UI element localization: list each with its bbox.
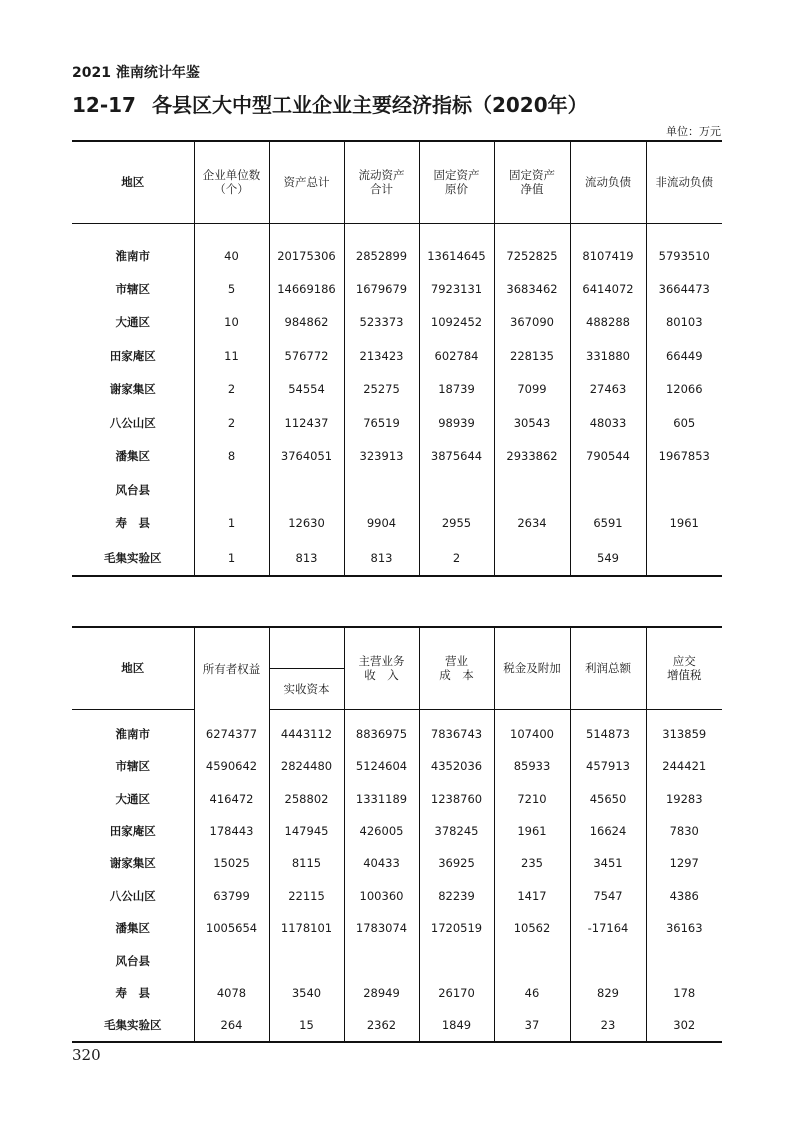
table-row [72, 440, 722, 474]
region-cell: 谢家集区 [109, 856, 156, 871]
value-cell: 36925 [419, 847, 494, 879]
table2-header-vat-payable: 应交 增值税 [646, 627, 722, 709]
value-cell: 18739 [419, 373, 494, 407]
value-cell: 7099 [494, 373, 570, 407]
table1-header-cell: 流动负债 [570, 141, 646, 223]
table1-header-cell: 资产总计 [269, 141, 344, 223]
table2-body [72, 709, 722, 1042]
value-cell: 1961 [646, 507, 722, 541]
region-cell: 毛集实验区 [104, 550, 162, 565]
table-row [72, 339, 722, 373]
value-cell: 14669186 [269, 272, 344, 306]
value-cell [646, 944, 722, 976]
value-cell [494, 540, 570, 576]
value-cell: 829 [570, 977, 646, 1009]
value-cell: 37 [494, 1009, 570, 1041]
value-cell: 28949 [344, 977, 419, 1009]
value-cell [194, 944, 269, 976]
value-cell: 3764051 [269, 440, 344, 474]
table-row [72, 815, 722, 847]
value-cell: 323913 [344, 440, 419, 474]
value-cell: 1178101 [269, 912, 344, 944]
value-cell: 10562 [494, 912, 570, 944]
table2-header-total-profit: 利润总额 [570, 627, 646, 709]
value-cell [419, 944, 494, 976]
value-cell: 25275 [344, 373, 419, 407]
region-cell: 寿 县 [115, 985, 150, 1000]
unit-label: 单位：万元 [666, 125, 721, 138]
value-cell: 98939 [419, 406, 494, 440]
value-cell: 549 [570, 540, 646, 576]
value-cell: 178443 [194, 815, 269, 847]
value-cell: 514873 [570, 709, 646, 750]
value-cell: 264 [194, 1009, 269, 1041]
region-cell: 田家庵区 [109, 823, 156, 838]
value-cell: 2362 [344, 1009, 419, 1041]
indicators-table-1 [72, 140, 722, 577]
region-cell: 潘集区 [115, 449, 150, 464]
value-cell: 27463 [570, 373, 646, 407]
value-cell: 13614645 [419, 223, 494, 272]
value-cell: 100360 [344, 880, 419, 912]
value-cell: 813 [344, 540, 419, 576]
value-cell: 10 [194, 306, 269, 340]
table-row [72, 406, 722, 440]
value-cell: 1720519 [419, 912, 494, 944]
value-cell: 302 [646, 1009, 722, 1041]
region-cell: 八公山区 [109, 888, 156, 903]
region-cell: 淮南市 [115, 727, 150, 742]
value-cell: 63799 [194, 880, 269, 912]
table2-header-operating-cost: 营业 成 本 [419, 627, 494, 709]
table-row [72, 1009, 722, 1041]
table-row [72, 880, 722, 912]
value-cell: 7252825 [494, 223, 570, 272]
value-cell: 228135 [494, 339, 570, 373]
value-cell: 26170 [419, 977, 494, 1009]
region-cell: 谢家集区 [109, 382, 156, 397]
table-row [72, 373, 722, 407]
value-cell: 178 [646, 977, 722, 1009]
value-cell: 2824480 [269, 750, 344, 782]
table-row [72, 847, 722, 879]
table-row [72, 944, 722, 976]
value-cell: 213423 [344, 339, 419, 373]
value-cell [269, 473, 344, 507]
value-cell: 16624 [570, 815, 646, 847]
value-cell: 2955 [419, 507, 494, 541]
table-row [72, 977, 722, 1009]
value-cell: 7210 [494, 782, 570, 814]
value-cell: 7836743 [419, 709, 494, 750]
value-cell: 6274377 [194, 709, 269, 750]
table-row [72, 306, 722, 340]
value-cell: 45650 [570, 782, 646, 814]
value-cell: 2634 [494, 507, 570, 541]
value-cell: 2 [194, 406, 269, 440]
value-cell: 3683462 [494, 272, 570, 306]
value-cell: 2 [419, 540, 494, 576]
value-cell: 12630 [269, 507, 344, 541]
running-head: 2021 淮南统计年鉴 [72, 65, 200, 81]
value-cell [419, 473, 494, 507]
value-cell: 6591 [570, 507, 646, 541]
value-cell: 2933862 [494, 440, 570, 474]
value-cell: 984862 [269, 306, 344, 340]
table-row [72, 540, 722, 576]
value-cell: 3451 [570, 847, 646, 879]
value-cell: 8836975 [344, 709, 419, 750]
value-cell: 602784 [419, 339, 494, 373]
value-cell [570, 473, 646, 507]
region-cell: 田家庵区 [109, 348, 156, 363]
table1-header-row [72, 141, 722, 223]
value-cell: 1417 [494, 880, 570, 912]
table-row [72, 507, 722, 541]
value-cell: 107400 [494, 709, 570, 750]
value-cell: 1849 [419, 1009, 494, 1041]
value-cell: 20175306 [269, 223, 344, 272]
value-cell: 23 [570, 1009, 646, 1041]
table-row [72, 912, 722, 944]
region-cell: 风台县 [115, 482, 150, 497]
table1-body [72, 223, 722, 576]
table1-header-cell: 固定资产 原价 [419, 141, 494, 223]
value-cell: 147945 [269, 815, 344, 847]
page-number: 320 [72, 1046, 101, 1064]
table1-header-cell: 地区 [72, 141, 194, 223]
table2-header-paid-in-capital: 实收资本 [269, 668, 344, 709]
region-cell: 潘集区 [115, 921, 150, 936]
value-cell: 6414072 [570, 272, 646, 306]
value-cell: 244421 [646, 750, 722, 782]
value-cell: 457913 [570, 750, 646, 782]
value-cell [494, 944, 570, 976]
value-cell: 5124604 [344, 750, 419, 782]
value-cell: 4590642 [194, 750, 269, 782]
table-row [72, 782, 722, 814]
region-cell: 风台县 [115, 953, 150, 968]
region-cell: 市辖区 [115, 759, 150, 774]
value-cell: 11 [194, 339, 269, 373]
value-cell: 416472 [194, 782, 269, 814]
value-cell: 2 [194, 373, 269, 407]
value-cell [269, 944, 344, 976]
value-cell: 3664473 [646, 272, 722, 306]
value-cell: 76519 [344, 406, 419, 440]
value-cell: 331880 [570, 339, 646, 373]
value-cell: 3540 [269, 977, 344, 1009]
value-cell [194, 473, 269, 507]
page-title [72, 89, 588, 118]
value-cell: 5 [194, 272, 269, 306]
value-cell: 258802 [269, 782, 344, 814]
value-cell: 2852899 [344, 223, 419, 272]
value-cell: 1 [194, 507, 269, 541]
value-cell [344, 944, 419, 976]
value-cell: 1331189 [344, 782, 419, 814]
value-cell [494, 473, 570, 507]
value-cell: 19283 [646, 782, 722, 814]
value-cell: 15 [269, 1009, 344, 1041]
value-cell: 9904 [344, 507, 419, 541]
region-cell: 寿 县 [115, 516, 150, 531]
table-row [72, 473, 722, 507]
value-cell: 36163 [646, 912, 722, 944]
value-cell: 367090 [494, 306, 570, 340]
table2-header-main-revenue: 主营业务 收 入 [344, 627, 419, 709]
value-cell: 1961 [494, 815, 570, 847]
value-cell: 4078 [194, 977, 269, 1009]
value-cell: 40 [194, 223, 269, 272]
value-cell: 80103 [646, 306, 722, 340]
value-cell: 313859 [646, 709, 722, 750]
table1-header-cell: 固定资产 净值 [494, 141, 570, 223]
value-cell: 48033 [570, 406, 646, 440]
table-row [72, 223, 722, 272]
value-cell: 1005654 [194, 912, 269, 944]
table-number: 12-17 [72, 93, 136, 117]
table2-header-tax-surcharge: 税金及附加 [494, 627, 570, 709]
value-cell: 3875644 [419, 440, 494, 474]
value-cell: 1238760 [419, 782, 494, 814]
table2-header-region: 地区 [72, 627, 194, 709]
value-cell: -17164 [570, 912, 646, 944]
value-cell: 112437 [269, 406, 344, 440]
value-cell: 1297 [646, 847, 722, 879]
region-cell: 大通区 [115, 315, 150, 330]
value-cell: 54554 [269, 373, 344, 407]
table2-header-owners-equity: 所有者权益 [194, 627, 269, 709]
region-cell: 淮南市 [115, 248, 150, 263]
indicators-table-2 [72, 626, 722, 1043]
region-cell: 大通区 [115, 791, 150, 806]
value-cell: 8 [194, 440, 269, 474]
value-cell: 7547 [570, 880, 646, 912]
value-cell: 22115 [269, 880, 344, 912]
table1-header-cell: 非流动负债 [646, 141, 722, 223]
table-row [72, 750, 722, 782]
value-cell: 4386 [646, 880, 722, 912]
value-cell: 5793510 [646, 223, 722, 272]
region-cell: 毛集实验区 [104, 1017, 162, 1032]
value-cell: 4443112 [269, 709, 344, 750]
value-cell: 46 [494, 977, 570, 1009]
value-cell: 1967853 [646, 440, 722, 474]
value-cell: 30543 [494, 406, 570, 440]
value-cell: 1092452 [419, 306, 494, 340]
value-cell: 40433 [344, 847, 419, 879]
value-cell: 7923131 [419, 272, 494, 306]
value-cell: 488288 [570, 306, 646, 340]
value-cell: 66449 [646, 339, 722, 373]
value-cell: 15025 [194, 847, 269, 879]
table1-header-cell: 流动资产 合计 [344, 141, 419, 223]
value-cell: 523373 [344, 306, 419, 340]
value-cell: 12066 [646, 373, 722, 407]
value-cell: 426005 [344, 815, 419, 847]
table-title-text: 各县区大中型工业企业主要经济指标（2020年） [151, 93, 588, 117]
table-row [72, 272, 722, 306]
value-cell: 7830 [646, 815, 722, 847]
value-cell: 82239 [419, 880, 494, 912]
value-cell: 4352036 [419, 750, 494, 782]
table2-header-blank [269, 627, 344, 668]
value-cell: 1679679 [344, 272, 419, 306]
value-cell [646, 540, 722, 576]
value-cell: 8115 [269, 847, 344, 879]
value-cell: 813 [269, 540, 344, 576]
region-cell: 八公山区 [109, 415, 156, 430]
value-cell: 1 [194, 540, 269, 576]
value-cell: 605 [646, 406, 722, 440]
table1-header-cell: 企业单位数 （个） [194, 141, 269, 223]
value-cell [344, 473, 419, 507]
value-cell: 235 [494, 847, 570, 879]
table-row [72, 709, 722, 750]
value-cell: 576772 [269, 339, 344, 373]
value-cell: 1783074 [344, 912, 419, 944]
value-cell: 378245 [419, 815, 494, 847]
value-cell [570, 944, 646, 976]
value-cell: 85933 [494, 750, 570, 782]
value-cell: 8107419 [570, 223, 646, 272]
value-cell [646, 473, 722, 507]
value-cell: 790544 [570, 440, 646, 474]
region-cell: 市辖区 [115, 281, 150, 296]
